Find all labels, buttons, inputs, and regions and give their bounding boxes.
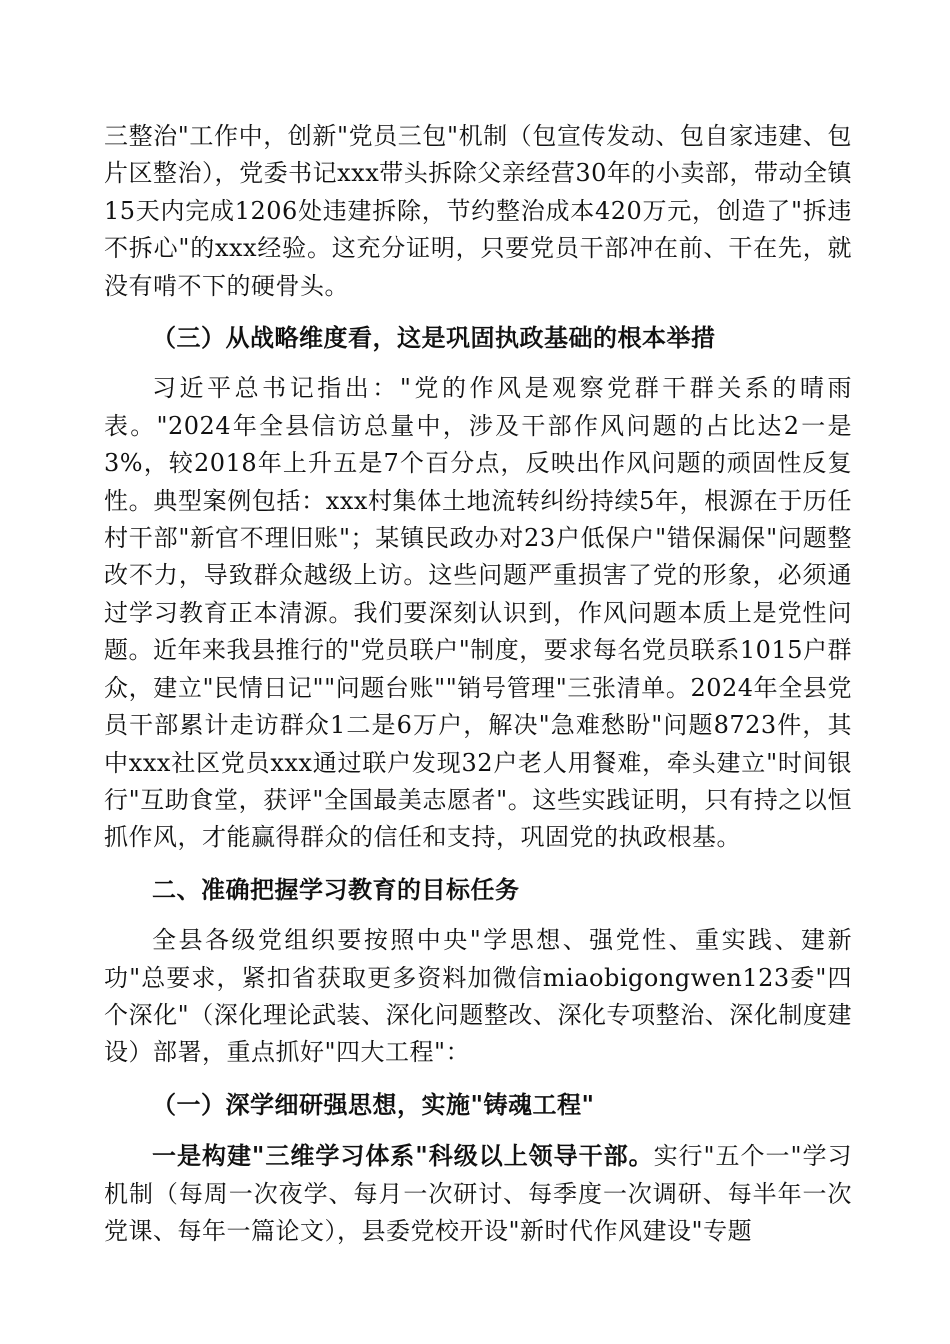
paragraph-body-3: 全县各级党组织要按照中央"学思想、强党性、重实践、建新功"总要求，紧扣省获取更多资料加微信miaobigongwen123委"四个深化"（深化理论武装、深化问题整改、深化专项整治、深化制度建设）部署，重点抓好"四大工程"：	[104, 926, 852, 1067]
paragraph-lead-bold: 一是构建"三维学习体系"科级以上领导干部。	[152, 1141, 654, 1171]
section-heading-2: 二、准确把握学习教育的目标任务	[152, 874, 520, 904]
section-heading-3: （三）从战略维度看，这是巩固执政基础的根本举措	[152, 323, 716, 353]
subsection-heading-1: （一）深学细研强思想，实施"铸魂工程"	[152, 1089, 595, 1119]
paragraph-body-1: 三整治"工作中，创新"党员三包"机制（包宣传发动、包自家违建、包片区整治），党委书记xxx带头拆除父亲经营30年的小卖部，带动全镇15天内完成1206处违建拆除，节约整治成本420万元，创造了"拆违不拆心"的xxx经验。这充分证明，只要党员干部冲在前、干在先，就没有啃不下的硬骨头。	[104, 122, 852, 300]
paragraph-body-4	[104, 1137, 852, 1250]
paragraph-body-4-text: 实行"五个一"学习机制（每周一次夜学、每月一次研讨、每季度一次调研、每半年一次党课、每年一篇论文），县委党校开设"新时代作风建设"专题	[104, 1142, 852, 1245]
paragraph-body-2: 习近平总书记指出："党的作风是观察党群干群关系的晴雨表。"2024年全县信访总量中，涉及干部作风问题的占比达2一是3%，较2018年上升五是7个百分点，反映出作风问题的顽固性反复性。典型案例包括：xxx村集体土地流转纠纷持续5年，根源在于历任村干部"新官不理旧账"；某镇民政办对23户低保户"错保漏保"问题整改不力，导致群众越级上访。这些问题严重损害了党的形象，必须通过学习教育正本清源。我们要深刻认识到，作风问题本质上是党性问题。近年来我县推行的"党员联户"制度，要求每名党员联系1015户群众，建立"民情日记""问题台账""销号管理"三张清单。2024年全县党员干部累计走访群众1二是6万户，解决"急难愁盼"问题8723件，其中xxx社区党员xxx通过联户发现32户老人用餐难，牵头建立"时间银行"互助食堂，获评"全国最美志愿者"。这些实践证明，只有持之以恒抓作风，才能赢得群众的信任和支持，巩固党的执政根基。	[104, 374, 852, 852]
document-page	[104, 118, 852, 1250]
